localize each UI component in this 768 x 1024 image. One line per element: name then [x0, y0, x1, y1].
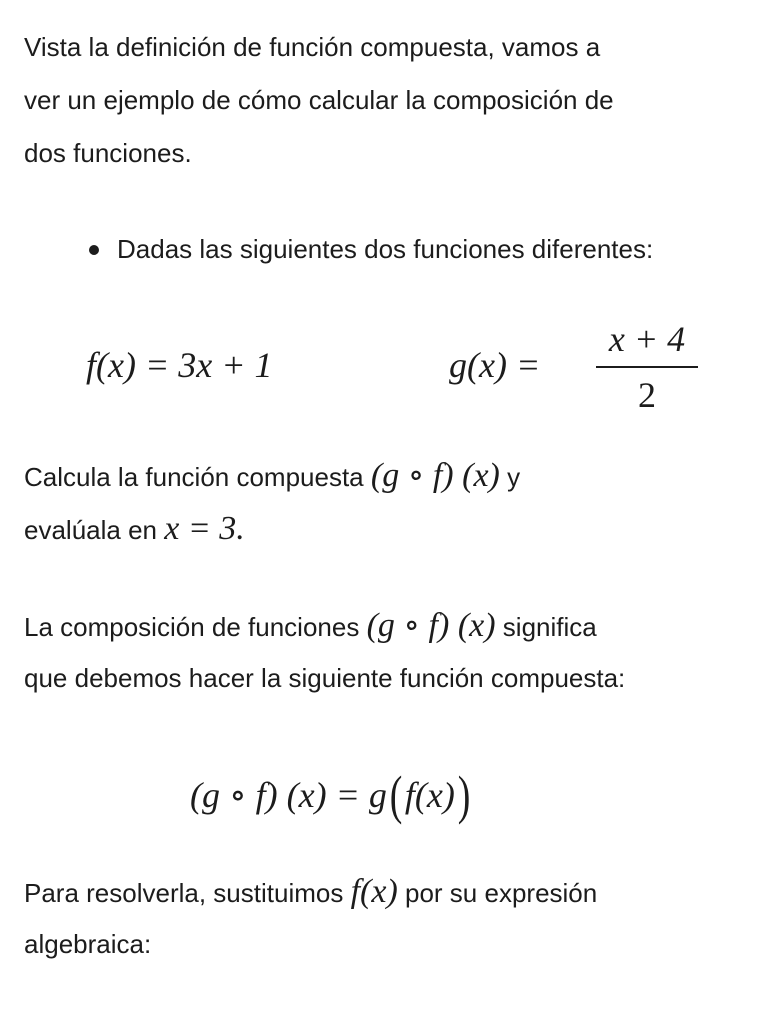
meaning-line-1	[24, 599, 597, 654]
g-definition-lhs: g(x) =	[449, 345, 541, 385]
composition-open-paren: (	[389, 765, 403, 825]
resolve-line-2: algebraica:	[24, 929, 152, 959]
task-line-1-suffix: y	[507, 462, 521, 492]
fraction-bar	[596, 366, 698, 368]
task-eval-math: x = 3.	[164, 510, 245, 547]
meaning-gof-math: (g ∘ f) (x)	[366, 607, 496, 644]
composition-inner: f(x)	[404, 775, 455, 815]
intro-line-2: ver un ejemplo de cómo calcular la composición de	[24, 85, 614, 115]
task-line-2-prefix: evalúala en	[24, 515, 157, 545]
resolve-line-1-prefix: Para resolverla, sustituimos	[24, 878, 344, 908]
meaning-line-1-prefix: La composición de funciones	[24, 612, 360, 642]
resolve-line-1	[24, 865, 597, 920]
intro-line-1: Vista la definición de función compuesta, vamos a	[24, 32, 601, 62]
composition-lhs: (g ∘ f) (x) = g	[190, 775, 387, 815]
task-gof-math: (g ∘ f) (x)	[370, 457, 500, 494]
composition-close-paren: )	[457, 765, 471, 825]
intro-line-3: dos funciones.	[24, 138, 192, 168]
meaning-line-2: que debemos hacer la siguiente función compuesta:	[24, 663, 626, 693]
resolve-f-math: f(x)	[350, 873, 398, 910]
g-fraction-numerator: x + 4	[608, 319, 686, 359]
task-line-2	[24, 502, 245, 557]
bullet-icon	[89, 245, 99, 255]
resolve-line-1-suffix: por su expresión	[405, 878, 598, 908]
task-line-1-prefix: Calcula la función compuesta	[24, 462, 364, 492]
meaning-line-1-suffix: significa	[502, 612, 597, 642]
composition-equation	[190, 764, 473, 826]
bullet-text: Dadas las siguientes dos funciones diferentes:	[117, 234, 654, 264]
task-line-1	[24, 449, 520, 504]
f-definition: f(x) = 3x + 1	[86, 345, 273, 385]
g-fraction-denominator: 2	[638, 375, 656, 415]
